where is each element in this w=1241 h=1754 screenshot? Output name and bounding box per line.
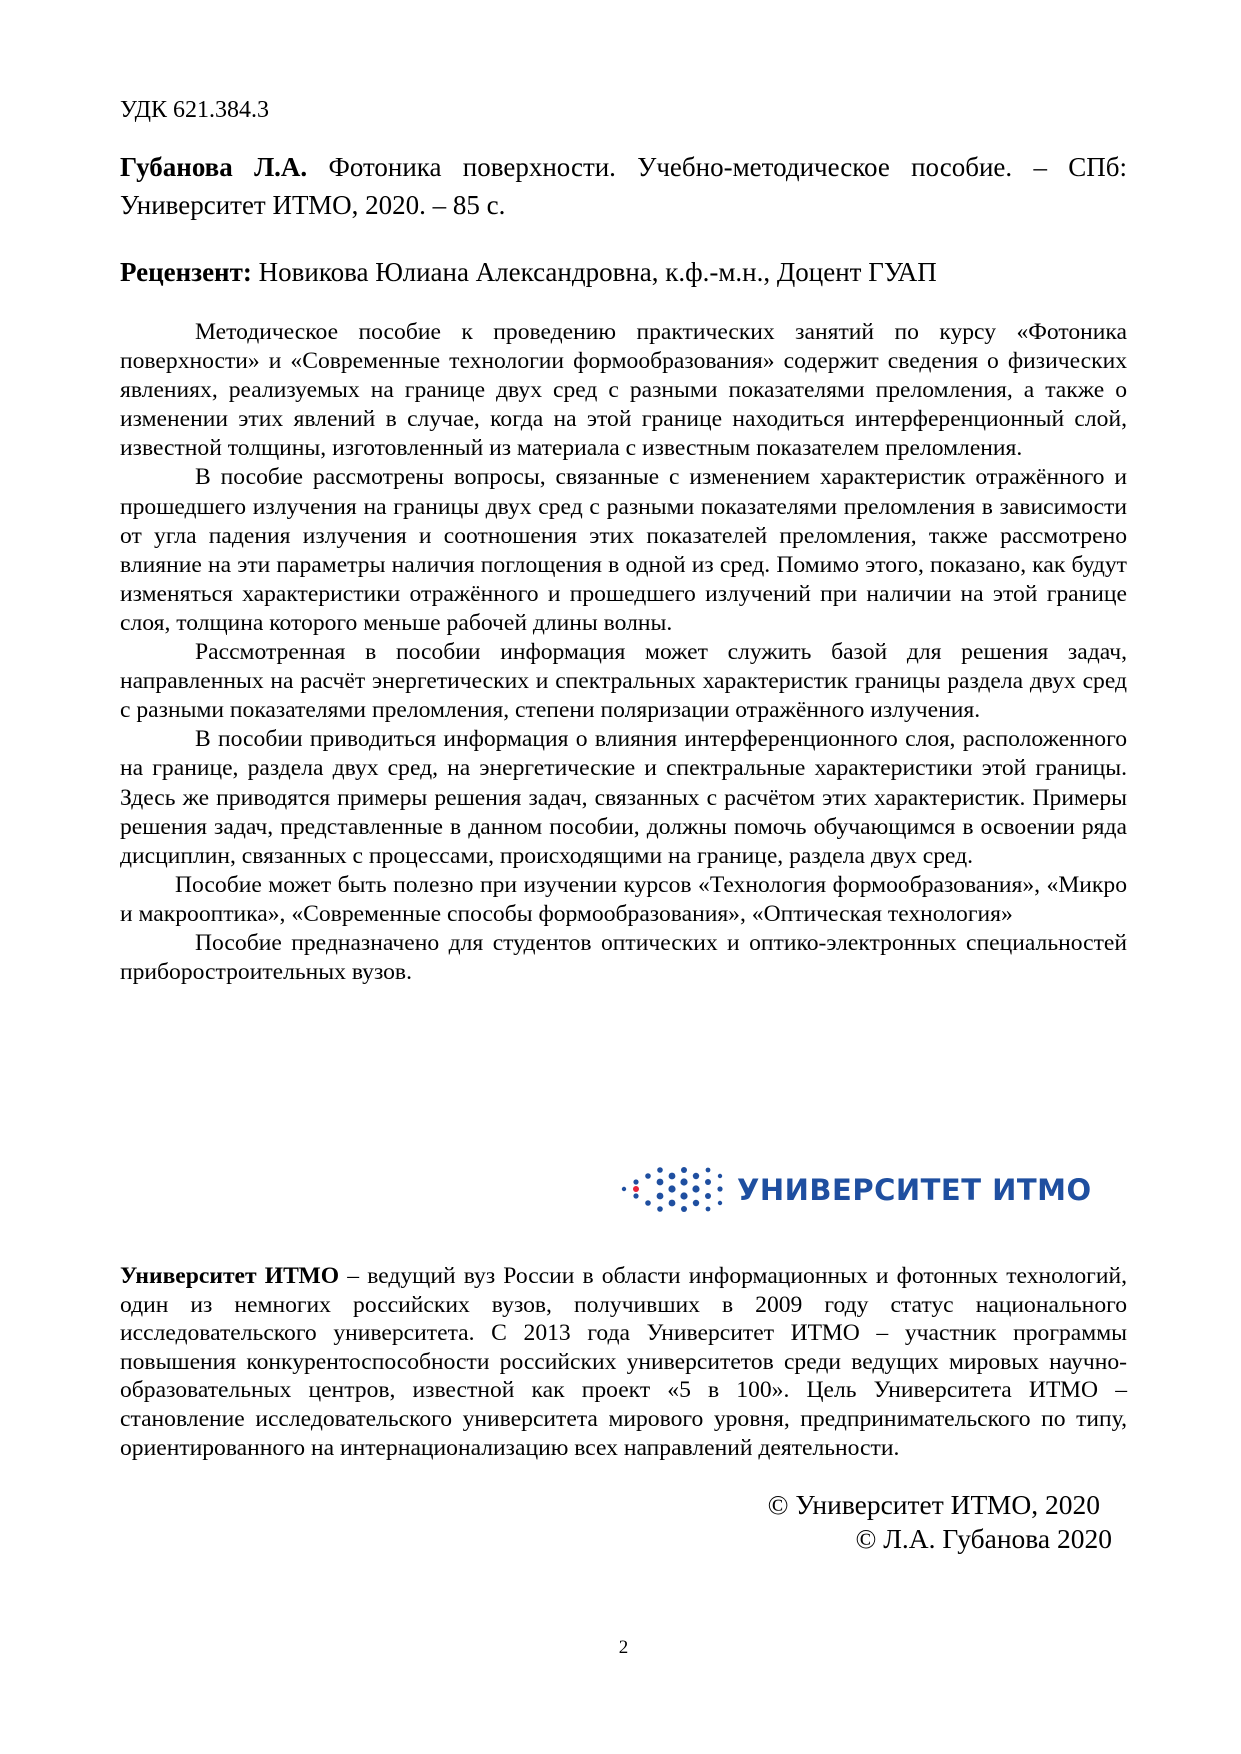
itmo-dots-logo-icon — [620, 1162, 725, 1218]
abstract-paragraph: В пособие рассмотрены вопросы, связанные с изменением характеристик отражённого и прошедшего излучения на границы двух сред с разными показателями преломления в зависимости от угла падения излучения и соотношения этих показателей преломления, также рассмотрено влияние на эти параметры наличия поглощения в одной из сред. Помимо этого, показано, как будут изменяться характеристики отражённого и прошедшего излучений при наличии на этой границе слоя, толщина которого меньше рабочей длины волны. — [120, 464, 1127, 636]
itmo-logo — [620, 1160, 1092, 1220]
copyright-university: © Университет ИТМО, 2020 — [767, 1489, 1100, 1520]
bib-description: Фотоника поверхности. Учебно-методическое пособие. – СПб: Университет ИТМО, 2020. – 85 с. — [120, 152, 1127, 220]
abstract-paragraph: Пособие может быть полезно при изучении курсов «Технология формообразования», «Микро и макрооптика», «Современные способы формообразования», «Оптическая технология» — [120, 871, 1127, 927]
copyright-block — [768, 1488, 1112, 1556]
logo-text: УНИВЕРСИТЕТ ИТМО — [737, 1173, 1092, 1207]
abstract-paragraph: В пособии приводиться информация о влияния интерференционного слоя, расположенного на границе, раздела двух сред, на энергетические и спектральные характеристики этой границы. Здесь же приводятся примеры решения задач, связанных с расчётом этих характеристик. Примеры решения задач, представленные в данном пособии, должны помочь обучающимся в освоении ряда дисциплин, связанных с процессами, происходящими на границе, раздела двух сред. — [120, 726, 1127, 869]
abstract-paragraph: Пособие предназначено для студентов оптических и оптико-электронных специальностей приборостроительных вузов. — [120, 929, 1127, 986]
reviewer-line — [120, 255, 1127, 289]
abstract — [120, 318, 1127, 987]
itmo-description — [120, 1262, 1127, 1462]
page-number: 2 — [618, 1637, 629, 1658]
itmo-description-text: – ведущий вуз России в области информационных и фотонных технологий, один из немногих российских вузов, получивших в 2009 году статус национального исследовательского университета. С 2013 года Университет ИТМО – участник программы повышения конкурентоспособности российских университетов среди ведущих мировых научно-образовательных центров, известной как проект «5 в 100». Цель Университета ИТМО – становление исследовательского университета мирового уровня, предпринимательского по типу, ориентированного на интернационализацию всех направлений деятельности. — [120, 1263, 1128, 1461]
reviewer-label: Рецензент: — [120, 257, 252, 287]
bibliographic-record — [120, 148, 1127, 224]
abstract-paragraph: Рассмотренная в пособии информация может служить базой для решения задач, направленных на расчёт энергетических и спектральных характеристик границы раздела двух сред с разными показателями преломления, степени поляризации отражённого излучения. — [120, 639, 1127, 724]
author-name: Губанова Л.А. — [120, 152, 308, 182]
udk-code: УДК 621.384.3 — [120, 97, 269, 123]
abstract-paragraph: Методическое пособие к проведению практических занятий по курсу «Фотоника поверхности» и «Современные технологии формообразования» содержит сведения о физических явлениях, реализуемых на границе двух сред с разными показателями преломления, а также о изменении этих явлений в случае, когда на этой границе находиться интерференционный слой, известной толщины, изготовленный из материала с известным показателем преломления. — [120, 319, 1127, 462]
itmo-name: Университет ИТМО — [120, 1263, 340, 1289]
reviewer-name: Новикова Юлиана Александровна, к.ф.-м.н., Доцент ГУАП — [251, 257, 937, 287]
copyright-author: © Л.А. Губанова 2020 — [855, 1523, 1112, 1554]
